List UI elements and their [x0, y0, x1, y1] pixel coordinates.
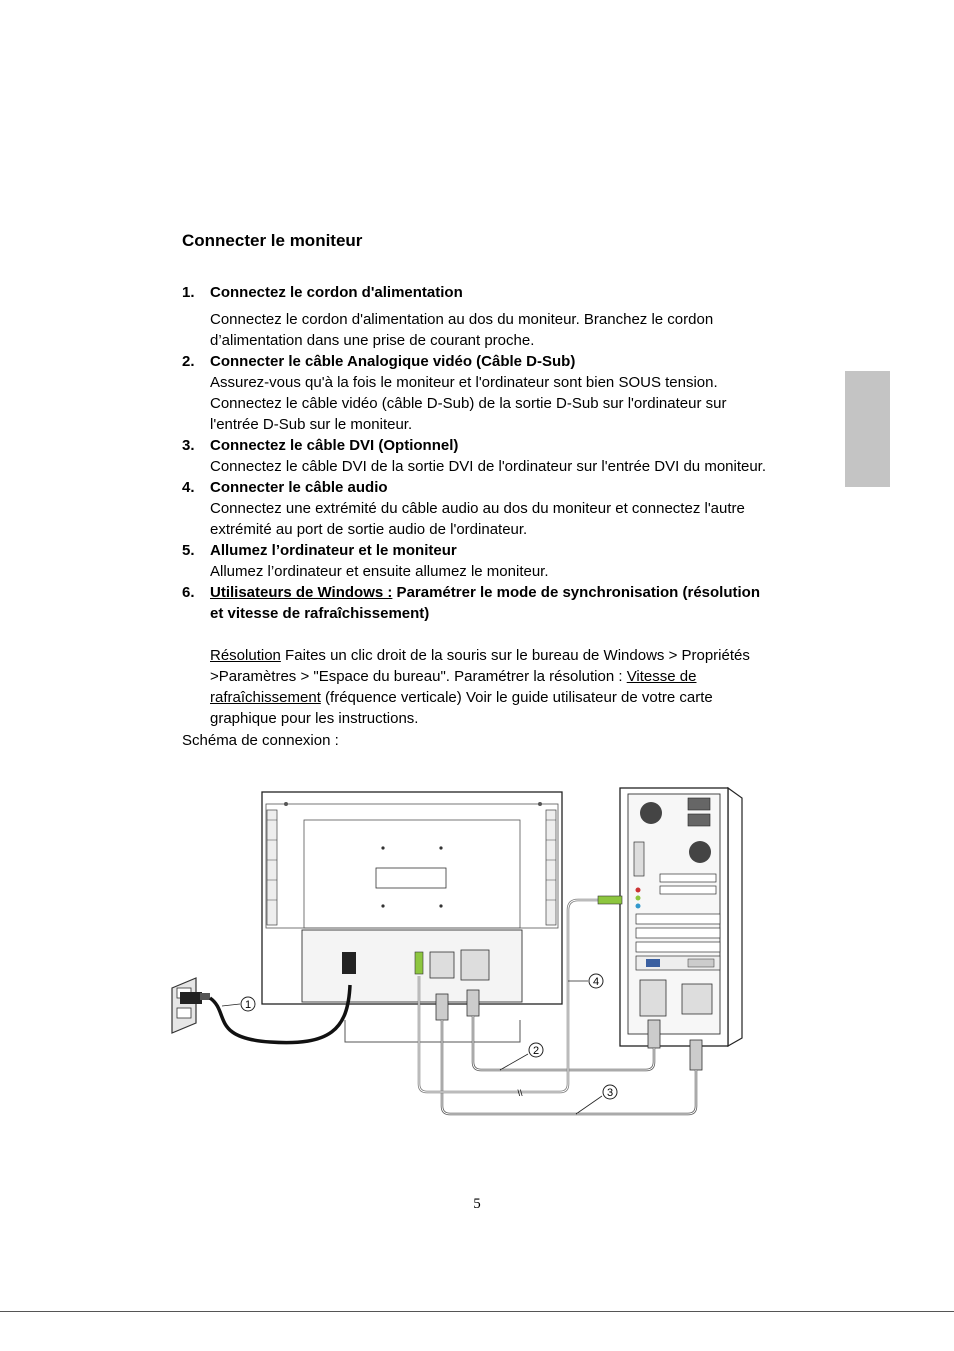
- refresh-rate-text: (fréquence verticale) Voir le guide utilisateur de votre carte graphique pour les instructions.: [210, 689, 713, 727]
- item-number: 4.: [182, 479, 195, 496]
- callout-3: [576, 1085, 617, 1114]
- monitor-back: [262, 792, 562, 1042]
- connection-diagram: [170, 780, 760, 1120]
- callout-3-label: 3: [606, 1087, 614, 1099]
- windows-users-label: Utilisateurs de Windows :: [210, 584, 393, 601]
- cable-break-mark: \\: [517, 1088, 523, 1098]
- wall-outlet-icon: [172, 978, 210, 1033]
- resolution-label: Résolution: [210, 647, 281, 664]
- callout-1: [222, 997, 255, 1011]
- item-body: Connectez le câble DVI de la sortie DVI de l'ordinateur sur l'entrée DVI du moniteur.: [210, 458, 767, 475]
- list-item: [182, 435, 773, 477]
- item-number: 3.: [182, 437, 195, 454]
- item-heading: Connectez le câble DVI (Optionnel): [210, 437, 459, 454]
- item-body: Assurez-vous qu'à la fois le moniteur et l'ordinateur sont bien SOUS tension. Connectez le câble vidéo (câble D-Sub) de la sortie D-Sub sur l'ordinateur sur l'entrée D-Sub sur le moniteur.: [210, 374, 727, 433]
- item-heading: Connectez le cordon d'alimentation: [210, 284, 463, 301]
- list-item: [182, 282, 773, 351]
- refresh-rate-label: Vitesse de rafraîchissement: [210, 668, 697, 706]
- item-number: 6.: [182, 584, 195, 601]
- item-body: [210, 645, 773, 729]
- item-heading: [210, 582, 773, 624]
- item-number: 5.: [182, 542, 195, 559]
- computer-tower: [620, 788, 742, 1046]
- item-body: Connectez une extrémité du câble audio au dos du moniteur et connectez l'autre extrémité au port de sortie audio de l'ordinateur.: [210, 500, 745, 538]
- sync-mode-heading: Paramétrer le mode de synchronisation (résolution et vitesse de rafraîchissement): [210, 584, 760, 622]
- item-heading: Connecter le câble audio: [210, 479, 388, 496]
- page-number: 5: [473, 1196, 481, 1212]
- list-item: [182, 582, 773, 729]
- callout-2-label: 2: [532, 1045, 540, 1057]
- item-heading: Connecter le câble Analogique vidéo (Câble D-Sub): [210, 353, 576, 370]
- list-item: [182, 477, 773, 540]
- list-item: [182, 351, 773, 435]
- item-body: Connectez le cordon d'alimentation au dos du moniteur. Branchez le cordon d’alimentation dans une prise de courant proche.: [210, 311, 714, 349]
- item-number: 2.: [182, 353, 195, 370]
- page-title: Connecter le moniteur: [182, 231, 363, 250]
- callout-1-label: 1: [244, 999, 252, 1011]
- callout-4-label: 4: [592, 976, 600, 988]
- connection-diagram-label: Schéma de connexion :: [182, 732, 339, 749]
- item-body: Allumez l’ordinateur et ensuite allumez le moniteur.: [210, 563, 549, 580]
- callout-4: [568, 974, 603, 988]
- item-number: 1.: [182, 284, 195, 301]
- item-heading: Allumez l’ordinateur et le moniteur: [210, 542, 457, 559]
- callout-2: [500, 1043, 543, 1070]
- footer-rule: [0, 1311, 954, 1312]
- list-item: [182, 540, 773, 582]
- language-side-tab: [845, 371, 890, 487]
- instructions-list: [182, 282, 773, 751]
- resolution-text: Faites un clic droit de la souris sur le bureau de Windows > Propriétés >Paramètres > "Espace du bureau". Paramétrer la résolution :: [210, 647, 750, 685]
